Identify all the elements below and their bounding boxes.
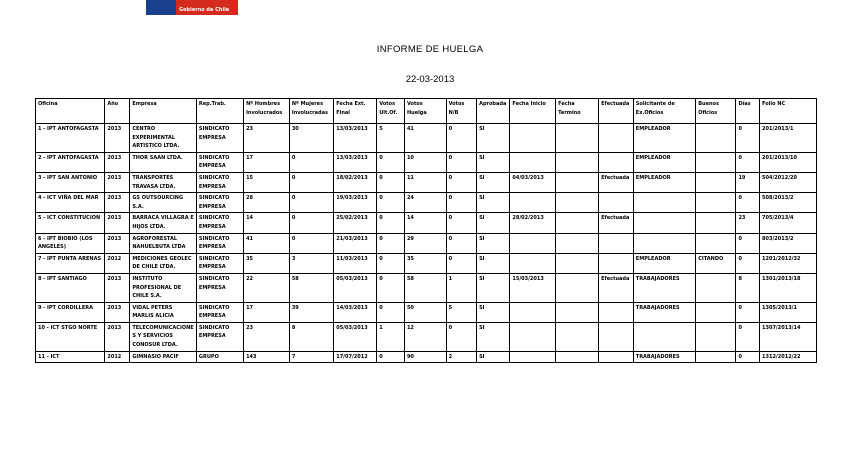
cell-buenos-oficios [696, 302, 736, 322]
cell-rep-trab: SINDICATO EMPRESA [196, 193, 243, 213]
cell-fecha-ext: 13/03/2013 [334, 124, 377, 153]
cell-dias: 19 [736, 172, 760, 192]
cell-votos-huelga: 24 [404, 193, 446, 213]
cell-votos-nb: 2 [446, 351, 477, 363]
table-row [36, 351, 817, 363]
cell-rep-trab: SINDICATO EMPRESA [196, 172, 243, 192]
cell-solicitante: EMPLEADOR [633, 253, 695, 273]
cell-efectuada [599, 152, 634, 172]
cell-folio: 201/2013/1 [760, 124, 817, 153]
cell-solicitante: TRABAJADORES [633, 302, 695, 322]
header-votos-nb: Votos N/B [446, 99, 477, 124]
cell-folio: 1312/2012/22 [760, 351, 817, 363]
cell-fecha-ext: 14/03/2013 [334, 302, 377, 322]
cell-fecha-inicio: 28/02/2013 [510, 213, 556, 233]
cell-efectuada: Efectuada [599, 213, 634, 233]
cell-fecha-inicio [510, 302, 556, 322]
cell-votos-nb: 0 [446, 213, 477, 233]
cell-oficina: 5 - ICT CONSTITUCION [36, 213, 105, 233]
cell-mujeres: 0 [289, 193, 333, 213]
cell-buenos-oficios [696, 322, 736, 351]
cell-votos-ult: 0 [377, 253, 405, 273]
table-row [36, 172, 817, 192]
cell-votos-huelga: 58 [404, 273, 446, 302]
cell-dias: 0 [736, 253, 760, 273]
cell-votos-huelga: 10 [404, 152, 446, 172]
cell-fecha-termino [556, 193, 599, 213]
cell-solicitante [633, 233, 695, 253]
header-votos-huelga: Votos Huelga [404, 99, 446, 124]
cell-mujeres: 7 [289, 351, 333, 363]
cell-hombres: 17 [244, 302, 290, 322]
cell-anio: 2013 [105, 213, 130, 233]
cell-fecha-termino [556, 253, 599, 273]
header-rep-trab: Rep.Trab. [196, 99, 243, 124]
cell-oficina: 11 - ICT [36, 351, 105, 363]
cell-buenos-oficios [696, 351, 736, 363]
cell-anio: 2013 [105, 172, 130, 192]
cell-votos-ult: 0 [377, 172, 405, 192]
cell-fecha-ext: 11/03/2013 [334, 253, 377, 273]
cell-votos-ult: 0 [377, 273, 405, 302]
cell-fecha-ext: 05/03/2013 [334, 322, 377, 351]
cell-aprobada: SI [477, 302, 510, 322]
table-row [36, 233, 817, 253]
cell-buenos-oficios [696, 172, 736, 192]
cell-hombres: 15 [244, 172, 290, 192]
header-buenos-oficios: Buenos Oficios [696, 99, 736, 124]
cell-solicitante: TRABAJADORES [633, 351, 695, 363]
cell-fecha-termino [556, 172, 599, 192]
cell-rep-trab: SINDICATO EMPRESA [196, 253, 243, 273]
cell-buenos-oficios [696, 213, 736, 233]
cell-fecha-inicio [510, 233, 556, 253]
cell-solicitante [633, 213, 695, 233]
cell-fecha-inicio [510, 253, 556, 273]
cell-oficina: 3 - IPT SAN ANTONIO [36, 172, 105, 192]
table-row [36, 193, 817, 213]
cell-votos-nb: 0 [446, 233, 477, 253]
cell-aprobada: SI [477, 193, 510, 213]
cell-folio: 504/2012/20 [760, 172, 817, 192]
cell-dias: 0 [736, 152, 760, 172]
cell-oficina: 9 - IPT CORDILLERA [36, 302, 105, 322]
cell-anio: 2012 [105, 253, 130, 273]
cell-anio: 2013 [105, 322, 130, 351]
cell-folio: 1201/2012/32 [760, 253, 817, 273]
table-row [36, 152, 817, 172]
table-row [36, 302, 817, 322]
cell-solicitante: EMPLEADOR [633, 172, 695, 192]
cell-fecha-ext: 05/03/2013 [334, 273, 377, 302]
cell-folio: 803/2013/2 [760, 233, 817, 253]
cell-rep-trab: SINDICATO EMPRESA [196, 213, 243, 233]
header-fecha-inicio: Fecha Inicio [510, 99, 556, 124]
cell-anio: 2012 [105, 351, 130, 363]
table-header-row [36, 99, 817, 124]
cell-votos-nb: 0 [446, 193, 477, 213]
table-row [36, 273, 817, 302]
cell-efectuada [599, 302, 634, 322]
cell-mujeres: 0 [289, 213, 333, 233]
header-hombres: Nº Hombres Involucrados [244, 99, 290, 124]
cell-empresa: GS OUTSOURCING S.A. [130, 193, 197, 213]
cell-hombres: 28 [244, 193, 290, 213]
cell-rep-trab: SINDICATO EMPRESA [196, 152, 243, 172]
cell-votos-ult: 5 [377, 124, 405, 153]
cell-dias: 0 [736, 351, 760, 363]
cell-dias: 0 [736, 233, 760, 253]
cell-buenos-oficios [696, 152, 736, 172]
cell-aprobada: SI [477, 233, 510, 253]
cell-aprobada: SI [477, 253, 510, 273]
table-row [36, 124, 817, 153]
cell-fecha-inicio [510, 193, 556, 213]
cell-efectuada [599, 193, 634, 213]
cell-votos-ult: 0 [377, 233, 405, 253]
cell-oficina: 7 - IPT PUNTA ARENAS [36, 253, 105, 273]
cell-mujeres: 3 [289, 253, 333, 273]
cell-anio: 2013 [105, 193, 130, 213]
cell-buenos-oficios [696, 124, 736, 153]
cell-fecha-inicio [510, 152, 556, 172]
cell-solicitante [633, 322, 695, 351]
cell-votos-nb: 0 [446, 172, 477, 192]
cell-fecha-ext: 25/02/2013 [334, 213, 377, 233]
cell-fecha-ext: 18/02/2013 [334, 172, 377, 192]
cell-solicitante: EMPLEADOR [633, 152, 695, 172]
cell-votos-huelga: 29 [404, 233, 446, 253]
cell-votos-nb: 0 [446, 124, 477, 153]
table-row [36, 213, 817, 233]
cell-votos-nb: 1 [446, 273, 477, 302]
cell-votos-nb: 0 [446, 322, 477, 351]
cell-hombres: 22 [244, 273, 290, 302]
cell-empresa: GIMNASIO PACIF [130, 351, 197, 363]
cell-dias: 23 [736, 213, 760, 233]
logo-blue-block [146, 0, 176, 15]
cell-solicitante [633, 193, 695, 213]
cell-buenos-oficios [696, 193, 736, 213]
cell-votos-ult: 0 [377, 351, 405, 363]
cell-dias: 8 [736, 273, 760, 302]
table-body [36, 124, 817, 363]
cell-empresa: TELECOMUNICACIONES Y SERVICIOS CONOSUR LTDA. [130, 322, 197, 351]
cell-mujeres: 58 [289, 273, 333, 302]
header-fecha-termino: Fecha Termino [556, 99, 599, 124]
report-title: INFORME DE HUELGA [376, 44, 484, 55]
cell-empresa: VIDAL PETERS MARLIS ALICIA [130, 302, 197, 322]
cell-mujeres: 8 [289, 322, 333, 351]
cell-oficina: 6 - IPT BIOBIO (LOS ANGELES) [36, 233, 105, 253]
header-mujeres: Nº Mujeres Involucradas [289, 99, 333, 124]
cell-hombres: 23 [244, 322, 290, 351]
cell-rep-trab: SINDICATO EMPRESA [196, 273, 243, 302]
cell-dias: 0 [736, 302, 760, 322]
cell-fecha-inicio [510, 124, 556, 153]
cell-anio: 2013 [105, 233, 130, 253]
cell-hombres: 14 [244, 213, 290, 233]
cell-fecha-ext: 21/03/2013 [334, 233, 377, 253]
cell-fecha-ext: 19/03/2013 [334, 193, 377, 213]
cell-empresa: BARRACA VILLAGRA E HIJOS LTDA. [130, 213, 197, 233]
cell-dias: 0 [736, 193, 760, 213]
cell-fecha-termino [556, 124, 599, 153]
header-folio: Folio NC [760, 99, 817, 124]
cell-votos-ult: 0 [377, 213, 405, 233]
cell-buenos-oficios: CITANDO [696, 253, 736, 273]
cell-efectuada: Efectuada [599, 172, 634, 192]
header-dias: Días [736, 99, 760, 124]
cell-mujeres: 0 [289, 172, 333, 192]
cell-votos-huelga: 11 [404, 172, 446, 192]
cell-folio: 1301/2013/18 [760, 273, 817, 302]
cell-oficina: 2 - IPT ANTOFAGASTA [36, 152, 105, 172]
cell-rep-trab: SINDICATO EMPRESA [196, 233, 243, 253]
header-empresa: Empresa [130, 99, 197, 124]
cell-fecha-inicio: 15/03/2013 [510, 273, 556, 302]
cell-efectuada [599, 124, 634, 153]
cell-fecha-inicio: 04/03/2013 [510, 172, 556, 192]
logo-label: Gobierno de Chile [176, 0, 238, 15]
cell-efectuada [599, 322, 634, 351]
cell-votos-huelga: 12 [404, 322, 446, 351]
cell-votos-huelga: 41 [404, 124, 446, 153]
cell-efectuada [599, 233, 634, 253]
cell-anio: 2013 [105, 152, 130, 172]
cell-aprobada: SI [477, 351, 510, 363]
cell-buenos-oficios [696, 233, 736, 253]
cell-aprobada: SI [477, 172, 510, 192]
cell-fecha-termino [556, 213, 599, 233]
cell-votos-nb: 0 [446, 152, 477, 172]
cell-dias: 0 [736, 124, 760, 153]
cell-aprobada: SI [477, 213, 510, 233]
cell-anio: 2013 [105, 273, 130, 302]
cell-votos-huelga: 90 [404, 351, 446, 363]
report-date: 22-03-2013 [405, 74, 455, 85]
cell-hombres: 23 [244, 124, 290, 153]
cell-mujeres: 0 [289, 233, 333, 253]
cell-solicitante: TRABAJADORES [633, 273, 695, 302]
cell-efectuada [599, 351, 634, 363]
cell-hombres: 35 [244, 253, 290, 273]
cell-rep-trab: SINDICATO EMPRESA [196, 322, 243, 351]
cell-votos-ult: 0 [377, 193, 405, 213]
cell-solicitante: EMPLEADOR [633, 124, 695, 153]
cell-efectuada: Efectuada [599, 273, 634, 302]
cell-fecha-inicio [510, 351, 556, 363]
cell-aprobada: SI [477, 322, 510, 351]
cell-votos-nb: 5 [446, 302, 477, 322]
cell-oficina: 4 - ICT VIÑA DEL MAR [36, 193, 105, 213]
cell-rep-trab: SINDICATO EMPRESA [196, 302, 243, 322]
cell-votos-huelga: 35 [404, 253, 446, 273]
header-oficina: Oficina [36, 99, 105, 124]
cell-votos-ult: 0 [377, 152, 405, 172]
cell-folio: 1307/2013/14 [760, 322, 817, 351]
cell-fecha-termino [556, 302, 599, 322]
header-anio: Año [105, 99, 130, 124]
cell-oficina: 10 - ICT STGO NORTE [36, 322, 105, 351]
cell-fecha-termino [556, 351, 599, 363]
cell-fecha-ext: 13/03/2013 [334, 152, 377, 172]
table-row [36, 322, 817, 351]
cell-aprobada: SI [477, 273, 510, 302]
header-fecha-ext: Fecha Ext. Final [334, 99, 377, 124]
cell-folio: 1305/2013/1 [760, 302, 817, 322]
cell-oficina: 8 - IPT SANTIAGO [36, 273, 105, 302]
cell-empresa: MEDICIONES GEOLEC DE CHILE LTDA. [130, 253, 197, 273]
cell-mujeres: 39 [289, 302, 333, 322]
cell-efectuada [599, 253, 634, 273]
cell-rep-trab: SINDICATO EMPRESA [196, 124, 243, 153]
cell-aprobada: SI [477, 124, 510, 153]
cell-fecha-termino [556, 322, 599, 351]
cell-anio: 2013 [105, 302, 130, 322]
cell-buenos-oficios [696, 273, 736, 302]
cell-mujeres: 0 [289, 152, 333, 172]
cell-votos-huelga: 14 [404, 213, 446, 233]
header-aprobada: Aprobada [477, 99, 510, 124]
cell-empresa: TRANSPORTES TRAVASA LTDA. [130, 172, 197, 192]
cell-fecha-ext: 17/07/2012 [334, 351, 377, 363]
cell-aprobada: SI [477, 152, 510, 172]
cell-votos-ult: 1 [377, 322, 405, 351]
header-solicitante: Solicitante de Ex.Oficios [633, 99, 695, 124]
cell-votos-huelga: 50 [404, 302, 446, 322]
cell-folio: 508/2013/2 [760, 193, 817, 213]
cell-fecha-inicio [510, 322, 556, 351]
cell-mujeres: 30 [289, 124, 333, 153]
strike-report-table [35, 98, 817, 363]
header-votos-ult: Votos Ult.Of. [377, 99, 405, 124]
government-logo [146, 0, 238, 15]
cell-anio: 2013 [105, 124, 130, 153]
cell-votos-nb: 0 [446, 253, 477, 273]
cell-empresa: THOR SAAN LTDA. [130, 152, 197, 172]
cell-dias: 0 [736, 322, 760, 351]
cell-empresa: CENTRO EXPERIMENTAL ARTISTICO LTDA. [130, 124, 197, 153]
cell-oficina: 1 - IPT ANTOFAGASTA [36, 124, 105, 153]
cell-hombres: 143 [244, 351, 290, 363]
table-row [36, 253, 817, 273]
cell-fecha-termino [556, 273, 599, 302]
cell-empresa: INSTITUTO PROFESIONAL DE CHILE S.A. [130, 273, 197, 302]
cell-votos-ult: 0 [377, 302, 405, 322]
cell-hombres: 17 [244, 152, 290, 172]
cell-folio: 201/2013/10 [760, 152, 817, 172]
header-efectuada: Efectuada [599, 99, 634, 124]
cell-empresa: AGROFORESTAL NAHUELBUTA LTDA [130, 233, 197, 253]
cell-hombres: 41 [244, 233, 290, 253]
cell-folio: 705/2013/4 [760, 213, 817, 233]
cell-fecha-termino [556, 152, 599, 172]
cell-fecha-termino [556, 233, 599, 253]
cell-rep-trab: GRUPO [196, 351, 243, 363]
